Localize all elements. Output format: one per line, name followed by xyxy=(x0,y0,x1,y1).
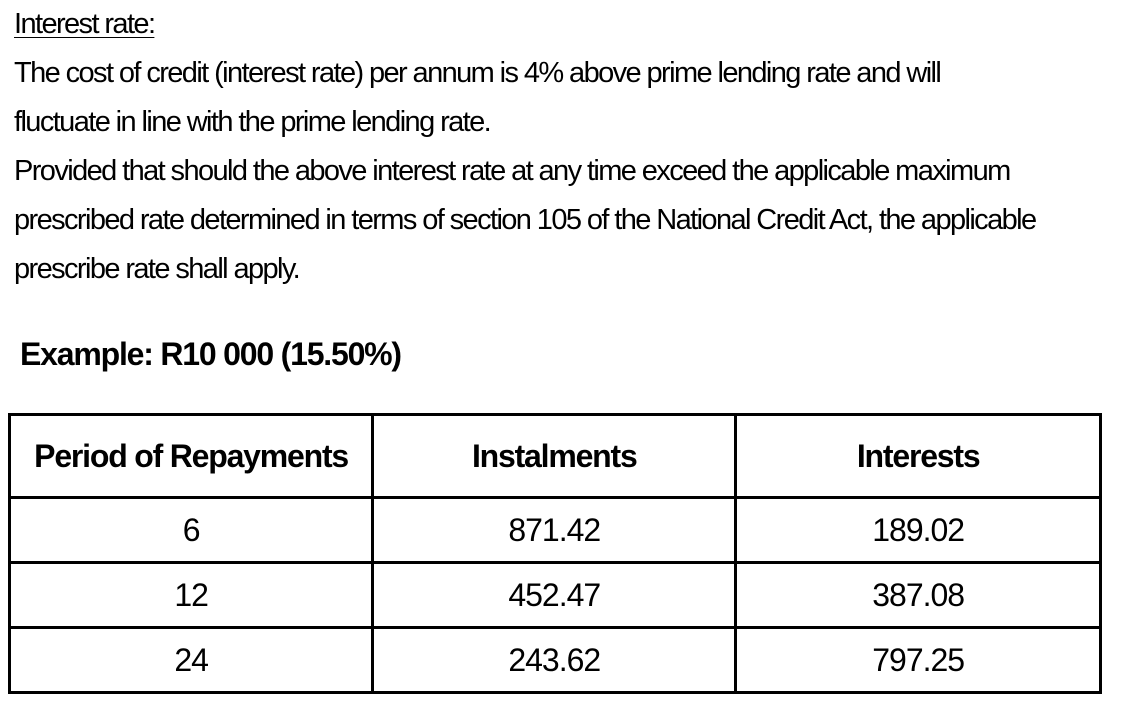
example-title: Example: R10 000 (15.50%) xyxy=(20,336,401,372)
paragraph-line: prescribe rate shall apply. xyxy=(14,253,300,285)
cell-period: 12 xyxy=(10,563,373,628)
table-row xyxy=(10,498,1101,563)
paragraph-line: prescribed rate determined in terms of section 105 of the National Credit Act, the applicable xyxy=(14,204,1036,236)
section-paragraph xyxy=(14,49,1114,294)
table-row xyxy=(10,628,1101,693)
table-header-row xyxy=(10,415,1101,498)
repayment-table xyxy=(8,413,1102,694)
cell-instalment: 871.42 xyxy=(373,498,736,563)
cell-instalment: 452.47 xyxy=(373,563,736,628)
cell-interest: 387.08 xyxy=(736,563,1101,628)
section-heading: Interest rate: xyxy=(14,8,155,40)
cell-period: 6 xyxy=(10,498,373,563)
paragraph-line: The cost of credit (interest rate) per annum is 4% above prime lending rate and will xyxy=(14,57,941,89)
cell-period: 24 xyxy=(10,628,373,693)
header-period: Period of Repayments xyxy=(10,415,373,498)
paragraph-line: fluctuate in line with the prime lending rate. xyxy=(14,106,491,138)
header-instalments: Instalments xyxy=(373,415,736,498)
header-interests: Interests xyxy=(736,415,1101,498)
table-row xyxy=(10,563,1101,628)
document-body xyxy=(14,0,1114,294)
cell-interest: 797.25 xyxy=(736,628,1101,693)
cell-instalment: 243.62 xyxy=(373,628,736,693)
paragraph-line: Provided that should the above interest rate at any time exceed the applicable maximum xyxy=(14,155,1010,187)
cell-interest: 189.02 xyxy=(736,498,1101,563)
